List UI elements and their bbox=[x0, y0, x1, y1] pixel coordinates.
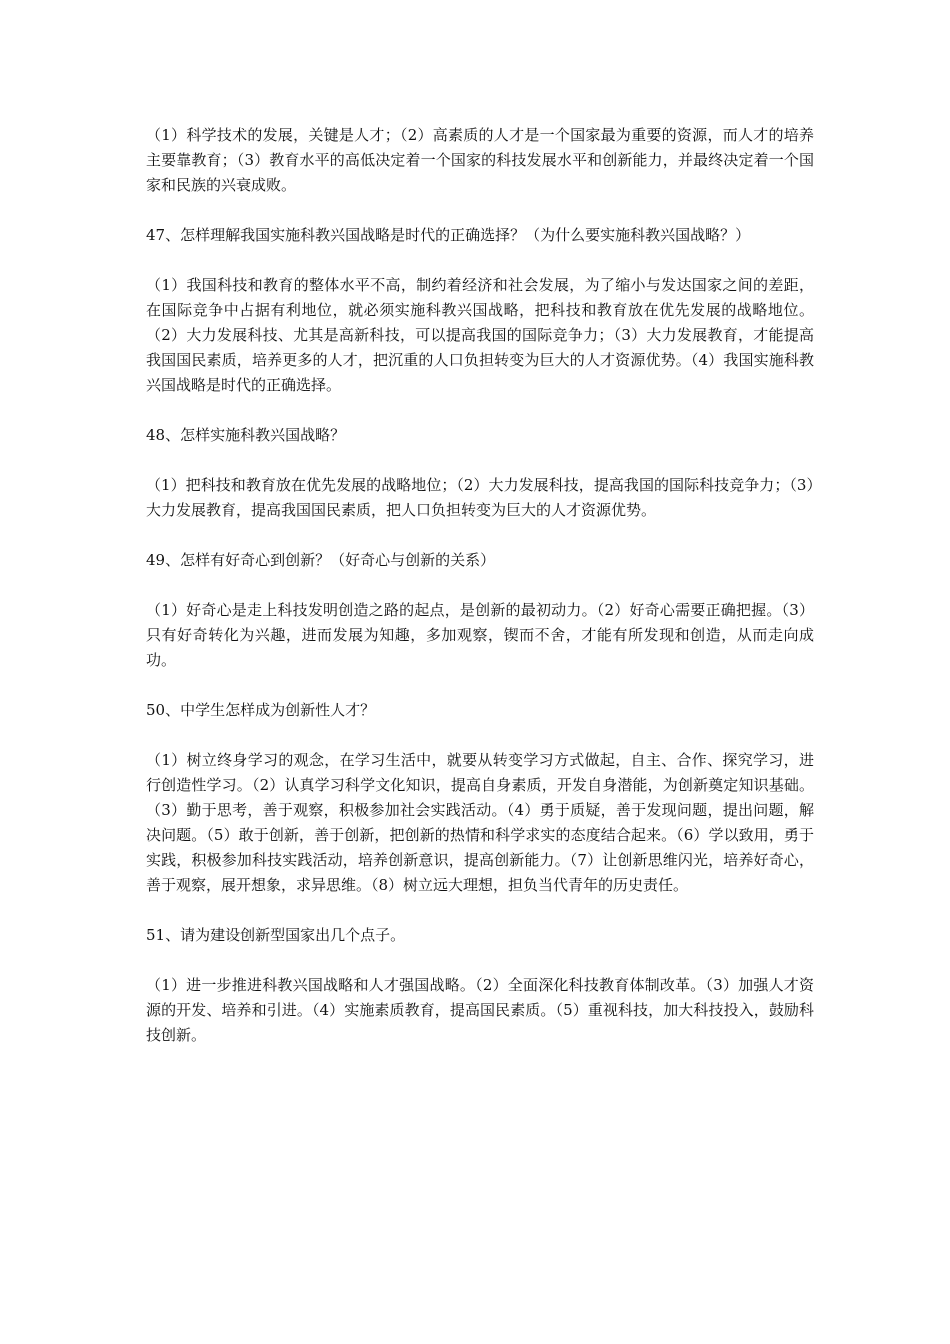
question-heading-47: 47、怎样理解我国实施科教兴国战略是时代的正确选择？（为什么要实施科教兴国战略？） bbox=[146, 226, 751, 244]
answer-paragraph: （1）树立终身学习的观念，在学习生活中，就要从转变学习方式做起，自主、合作、探究学习，进行创造性学习。（2）认真学习科学文化知识，提高自身素质，开发自身潜能，为创新奠定知识基础。（3）勤于思考，善于观察，积极参加社会实践活动。（4）勇于质疑，善于发现问题，提出问题，解决问题。（5）敢于创新，善于创新，把创新的热情和科学求实的态度结合起来。（6）学以致用，勇于实践，积极参加科技实践活动，培养创新意识，提高创新能力。（7）让创新思维闪光，培养好奇心，善于观察，展开想象，求异思维。（8）树立远大理想，担负当代青年的历史责任。 bbox=[146, 751, 814, 894]
answer-paragraph: （1）把科技和教育放在优先发展的战略地位；（2）大力发展科技，提高我国的国际科技竞争力；（3）大力发展教育，提高我国国民素质，把人口负担转变为巨大的人才资源优势。 bbox=[146, 476, 814, 519]
question-heading-50: 50、中学生怎样成为创新性人才？ bbox=[146, 701, 376, 719]
question-heading-49: 49、怎样有好奇心到创新？（好奇心与创新的关系） bbox=[146, 551, 496, 569]
answer-paragraph: （1）进一步推进科教兴国战略和人才强国战略。（2）全面深化科技教育体制改革。（3）加强人才资源的开发、培养和引进。（4）实施素质教育，提高国民素质。（5）重视科技，加大科技投入，鼓励科技创新。 bbox=[146, 976, 814, 1044]
answer-paragraph: （1）好奇心是走上科技发明创造之路的起点，是创新的最初动力。（2）好奇心需要正确把握。（3）只有好奇转化为兴趣，进而发展为知趣，多加观察，锲而不舍，才能有所发现和创造，从而走向成功。 bbox=[146, 601, 814, 669]
question-heading-51: 51、请为建设创新型国家出几个点子。 bbox=[146, 926, 406, 944]
answer-paragraph: （1）科学技术的发展，关键是人才；（2）高素质的人才是一个国家最为重要的资源，而人才的培养主要靠教育；（3）教育水平的高低决定着一个国家的科技发展水平和创新能力，并最终决定着一个国家和民族的兴衰成败。 bbox=[146, 126, 814, 194]
document-body bbox=[146, 123, 814, 1048]
answer-paragraph: （1）我国科技和教育的整体水平不高，制约着经济和社会发展，为了缩小与发达国家之间的差距，在国际竞争中占据有利地位，就必须实施科教兴国战略，把科技和教育放在优先发展的战略地位。（2）大力发展科技、尤其是高新科技，可以提高我国的国际竞争力；（3）大力发展教育，才能提高我国国民素质，培养更多的人才，把沉重的人口负担转变为巨大的人才资源优势。（4）我国实施科教兴国战略是时代的正确选择。 bbox=[146, 276, 814, 394]
question-heading-48: 48、怎样实施科教兴国战略？ bbox=[146, 426, 346, 444]
